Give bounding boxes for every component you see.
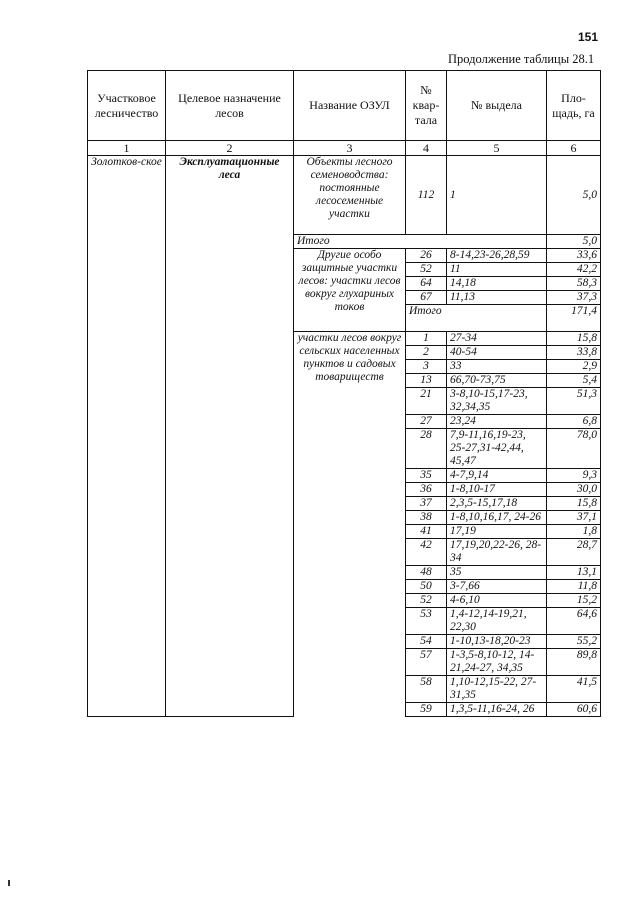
area-cell: 78,0 xyxy=(547,429,601,469)
header-ozul-name: Название ОЗУЛ xyxy=(294,71,406,141)
total-label: Итого xyxy=(294,235,547,249)
header-forestry: Участковое лесничество xyxy=(88,71,166,141)
ozul-name: Другие особо защитные участки лесов: участки лесов вокруг глухариных токов xyxy=(294,249,406,332)
quarter-cell: 67 xyxy=(406,291,447,305)
quarter-cell: 52 xyxy=(406,263,447,277)
quarter-cell: 54 xyxy=(406,635,447,649)
allotment-cell: 23,24 xyxy=(447,415,547,429)
quarter-cell: 28 xyxy=(406,429,447,469)
column-number: 3 xyxy=(294,141,406,156)
area-cell: 2,9 xyxy=(547,360,601,374)
forest-areas-table xyxy=(87,70,601,717)
area-cell: 37,1 xyxy=(547,511,601,525)
allotment-cell: 40-54 xyxy=(447,346,547,360)
quarter-cell: 52 xyxy=(406,594,447,608)
table-continuation-caption: Продолжение таблицы 28.1 xyxy=(448,52,595,66)
column-number: 4 xyxy=(406,141,447,156)
ozul-name: Объекты лесного семеноводства: постоянные лесосеменные участки xyxy=(294,156,406,235)
total-area: 5,0 xyxy=(547,235,601,249)
header-quarter: № квар-тала xyxy=(406,71,447,141)
quarter-cell: 48 xyxy=(406,566,447,580)
area-cell: 42,2 xyxy=(547,263,601,277)
header-purpose: Целевое назначение лесов xyxy=(166,71,294,141)
allotment-cell: 1,3,5-11,16-24, 26 xyxy=(447,703,547,717)
quarter-cell: 36 xyxy=(406,483,447,497)
allotment-cell: 27-34 xyxy=(447,332,547,346)
allotment-cell: 1-10,13-18,20-23 xyxy=(447,635,547,649)
allotment-cell: 4-6,10 xyxy=(447,594,547,608)
area-cell: 13,1 xyxy=(547,566,601,580)
quarter-cell: 112 xyxy=(406,156,447,235)
area-cell: 1,8 xyxy=(547,525,601,539)
area-cell: 41,5 xyxy=(547,676,601,703)
ozul-name: участки лесов вокруг сельских населенных пунктов и садовых товариществ xyxy=(294,332,406,717)
column-number: 2 xyxy=(166,141,294,156)
forest-purpose: Эксплуатационные леса xyxy=(166,156,294,717)
quarter-cell: 53 xyxy=(406,608,447,635)
allotment-cell: 1,4-12,14-19,21, 22,30 xyxy=(447,608,547,635)
area-cell: 11,8 xyxy=(547,580,601,594)
total-area: 171,4 xyxy=(547,305,601,332)
quarter-cell: 41 xyxy=(406,525,447,539)
area-cell: 51,3 xyxy=(547,388,601,415)
quarter-cell: 27 xyxy=(406,415,447,429)
allotment-cell: 11,13 xyxy=(447,291,547,305)
allotment-cell: 7,9-11,16,19-23, 25-27,31-42,44, 45,47 xyxy=(447,429,547,469)
area-cell: 37,3 xyxy=(547,291,601,305)
quarter-cell: 42 xyxy=(406,539,447,566)
area-cell: 64,6 xyxy=(547,608,601,635)
forestry-name: Золотков-ское xyxy=(88,156,166,717)
area-cell: 55,2 xyxy=(547,635,601,649)
allotment-cell: 17,19 xyxy=(447,525,547,539)
header-area: Пло-щадь, га xyxy=(547,71,601,141)
quarter-cell: 38 xyxy=(406,511,447,525)
area-cell: 58,3 xyxy=(547,277,601,291)
allotment-cell: 2,3,5-15,17,18 xyxy=(447,497,547,511)
area-cell: 5,4 xyxy=(547,374,601,388)
column-number: 5 xyxy=(447,141,547,156)
allotment-cell: 1 xyxy=(447,156,547,235)
area-cell: 15,2 xyxy=(547,594,601,608)
allotment-cell: 66,70-73,75 xyxy=(447,374,547,388)
area-cell: 89,8 xyxy=(547,649,601,676)
quarter-cell: 58 xyxy=(406,676,447,703)
quarter-cell: 59 xyxy=(406,703,447,717)
table-row xyxy=(88,156,601,235)
area-cell: 28,7 xyxy=(547,539,601,566)
allotment-cell: 8-14,23-26,28,59 xyxy=(447,249,547,263)
allotment-cell: 1-8,10-17 xyxy=(447,483,547,497)
allotment-cell: 4-7,9,14 xyxy=(447,469,547,483)
area-cell: 30,0 xyxy=(547,483,601,497)
area-cell: 33,6 xyxy=(547,249,601,263)
quarter-cell: 37 xyxy=(406,497,447,511)
area-cell: 33,8 xyxy=(547,346,601,360)
quarter-cell: 26 xyxy=(406,249,447,263)
allotment-cell: 3-7,66 xyxy=(447,580,547,594)
column-number: 1 xyxy=(88,141,166,156)
quarter-cell: 57 xyxy=(406,649,447,676)
allotment-cell: 35 xyxy=(447,566,547,580)
quarter-cell: 13 xyxy=(406,374,447,388)
quarter-cell: 64 xyxy=(406,277,447,291)
allotment-cell: 1-8,10,16,17, 24-26 xyxy=(447,511,547,525)
area-cell: 6,8 xyxy=(547,415,601,429)
quarter-cell: 2 xyxy=(406,346,447,360)
area-cell: 9,3 xyxy=(547,469,601,483)
allotment-cell: 17,19,20,22-26, 28-34 xyxy=(447,539,547,566)
allotment-cell: 11 xyxy=(447,263,547,277)
table-header-row xyxy=(88,71,601,141)
quarter-cell: 1 xyxy=(406,332,447,346)
allotment-cell: 3-8,10-15,17-23, 32,34,35 xyxy=(447,388,547,415)
column-number-row xyxy=(88,141,601,156)
area-cell: 15,8 xyxy=(547,332,601,346)
scan-mark xyxy=(8,880,10,886)
quarter-cell: 21 xyxy=(406,388,447,415)
area-cell: 15,8 xyxy=(547,497,601,511)
allotment-cell: 1,10-12,15-22, 27-31,35 xyxy=(447,676,547,703)
total-label: Итого xyxy=(406,305,547,332)
allotment-cell: 33 xyxy=(447,360,547,374)
quarter-cell: 50 xyxy=(406,580,447,594)
allotment-cell: 14,18 xyxy=(447,277,547,291)
header-allotment: № выдела xyxy=(447,71,547,141)
area-cell: 5,0 xyxy=(547,156,601,235)
area-cell: 60,6 xyxy=(547,703,601,717)
page-number: 151 xyxy=(578,30,599,44)
column-number: 6 xyxy=(547,141,601,156)
allotment-cell: 1-3,5-8,10-12, 14-21,24-27, 34,35 xyxy=(447,649,547,676)
quarter-cell: 3 xyxy=(406,360,447,374)
quarter-cell: 35 xyxy=(406,469,447,483)
